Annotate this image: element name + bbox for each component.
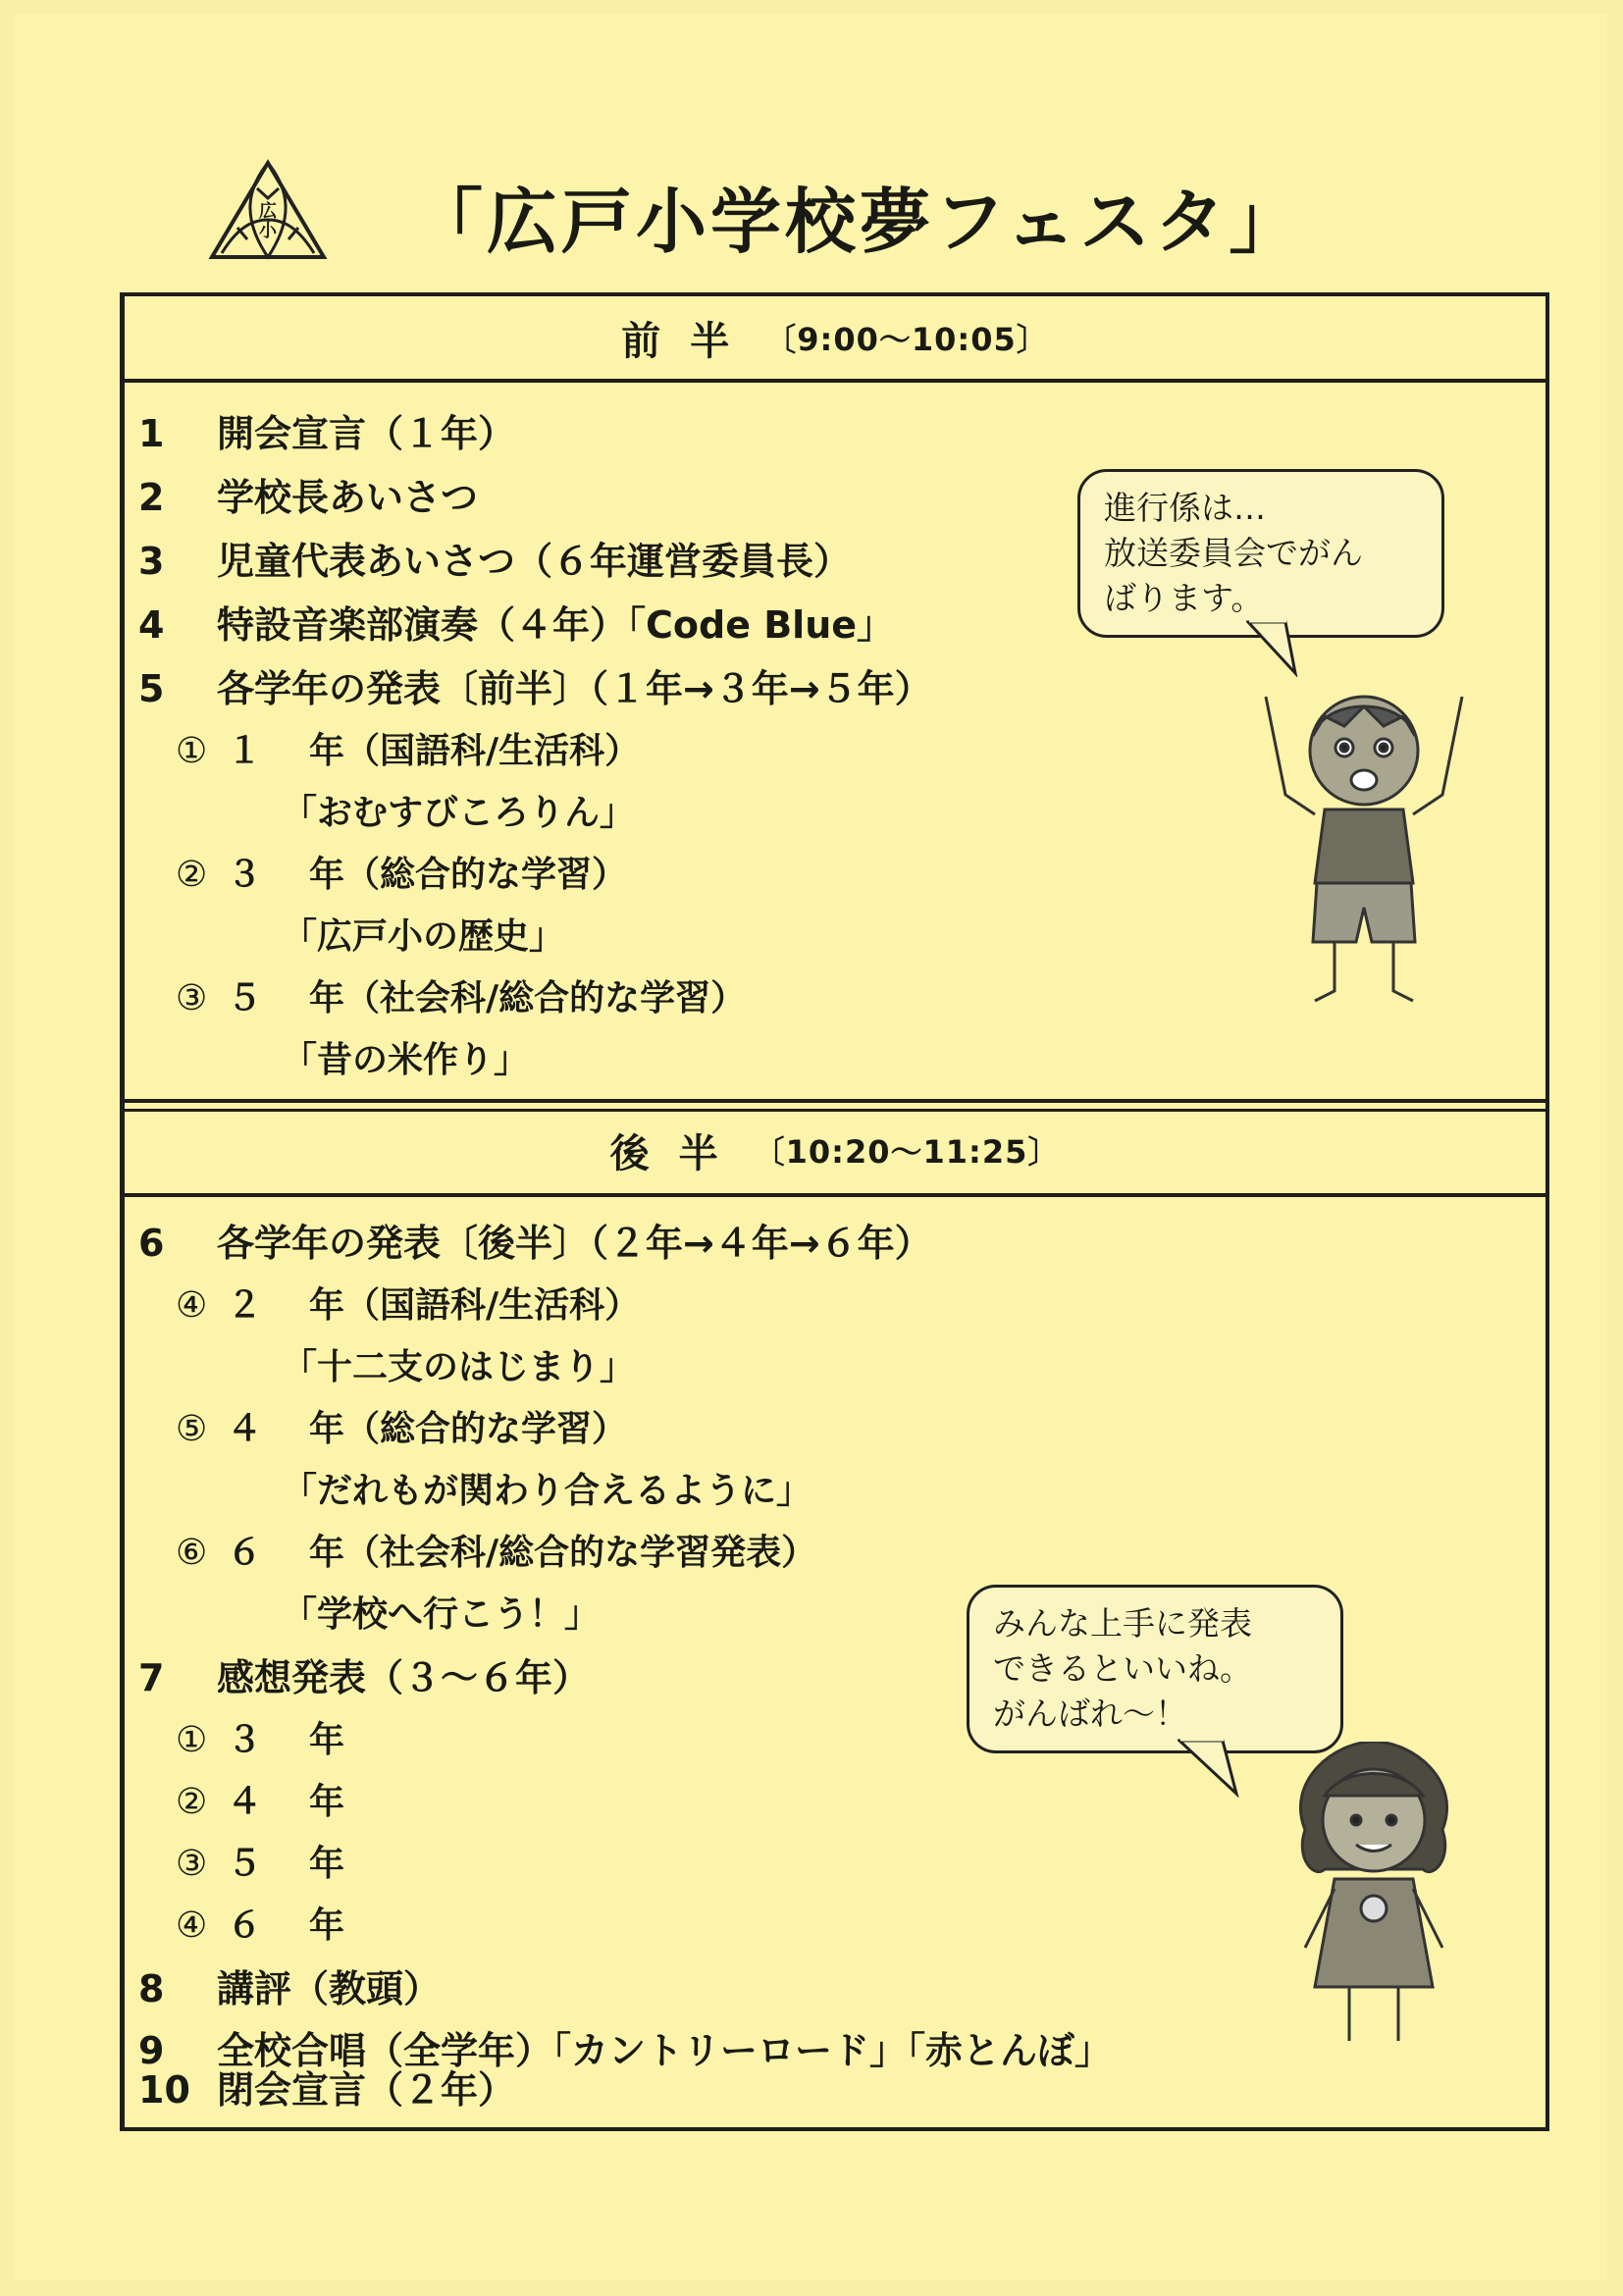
program-item-9: 9 全校合唱（全学年）「カントリーロード」「赤とんぼ」 <box>138 2029 1113 2072</box>
performance-title-grade-2: 「十二支のはじまり」 <box>282 1347 636 1387</box>
program-item-10: 10 閉会宣言（２年） <box>138 2068 516 2112</box>
performance-title-grade-1: 「おむすびころりん」 <box>282 793 636 833</box>
program-item-3: 3 児童代表あいさつ（６年運営委員長） <box>138 540 852 583</box>
performance-grade-5: ③ ５ 年（社会科/総合的な学習） <box>176 978 747 1018</box>
speech-bubble-boy: 進行係は… 放送委員会でがん ばります。 <box>1077 469 1444 638</box>
bubble-tail-boy <box>1246 620 1315 677</box>
first-half-time: 〔9:00〜10:05〕 <box>764 321 1049 358</box>
first-half-title: 前半 <box>621 318 759 364</box>
emblem-text: 広小 <box>259 201 277 241</box>
performance-title-grade-3: 「広戸小の歴史」 <box>282 916 565 957</box>
second-half-header <box>125 1109 1545 1191</box>
impression-grade-4: ② ４ 年 <box>176 1782 345 1822</box>
first-half-header <box>125 296 1545 379</box>
performance-title-grade-6: 「学校へ行こう！」 <box>282 1594 601 1635</box>
performance-title-grade-4: 「だれもが関わり合えるように」 <box>282 1471 812 1511</box>
second-half-time: 〔10:20〜11:25〕 <box>753 1133 1061 1171</box>
performance-grade-2: ④ ２ 年（国語科/生活科） <box>176 1285 641 1326</box>
bubble-tail-girl <box>1178 1739 1256 1798</box>
impression-grade-6: ④ ６ 年 <box>176 1905 345 1946</box>
performance-grade-3: ② ３ 年（総合的な学習） <box>176 855 628 895</box>
boy-illustration <box>1246 677 1482 1020</box>
speech-bubble-girl: みんな上手に発表 できるといいね。 がんばれ〜！ <box>967 1585 1343 1753</box>
page-title: 「広戸小学校夢フェスタ」 <box>412 181 1304 263</box>
program-item-2: 2 学校長あいさつ <box>138 476 479 519</box>
program-item-5: 5 各学年の発表〔前半〕（１年→３年→５年） <box>138 667 932 710</box>
performance-title-grade-5: 「昔の米作り」 <box>282 1040 530 1080</box>
divider <box>125 1193 1545 1197</box>
impression-grade-3: ① ３ 年 <box>176 1720 345 1760</box>
school-emblem <box>208 159 328 265</box>
impression-grade-5: ③ ５ 年 <box>176 1844 345 1884</box>
program-item-4: 4 特設音楽部演奏（４年）「Code Blue」 <box>138 603 895 647</box>
program-item-7: 7 感想発表（３〜６年） <box>138 1656 591 1699</box>
program-item-1: 1 開会宣言（１年） <box>138 412 516 455</box>
program-item-6: 6 各学年の発表〔後半〕（２年→４年→６年） <box>138 1222 932 1265</box>
second-half-title: 後半 <box>609 1130 748 1176</box>
performance-grade-6: ⑥ ６ 年（社会科/総合的な学習発表） <box>176 1533 817 1573</box>
program-item-8: 8 講評（教頭） <box>138 1967 442 2010</box>
girl-illustration <box>1266 1742 1482 2065</box>
performance-grade-1: ① １ 年（国語科/生活科） <box>176 731 641 771</box>
divider <box>125 379 1545 383</box>
performance-grade-4: ⑤ ４ 年（総合的な学習） <box>176 1409 628 1449</box>
